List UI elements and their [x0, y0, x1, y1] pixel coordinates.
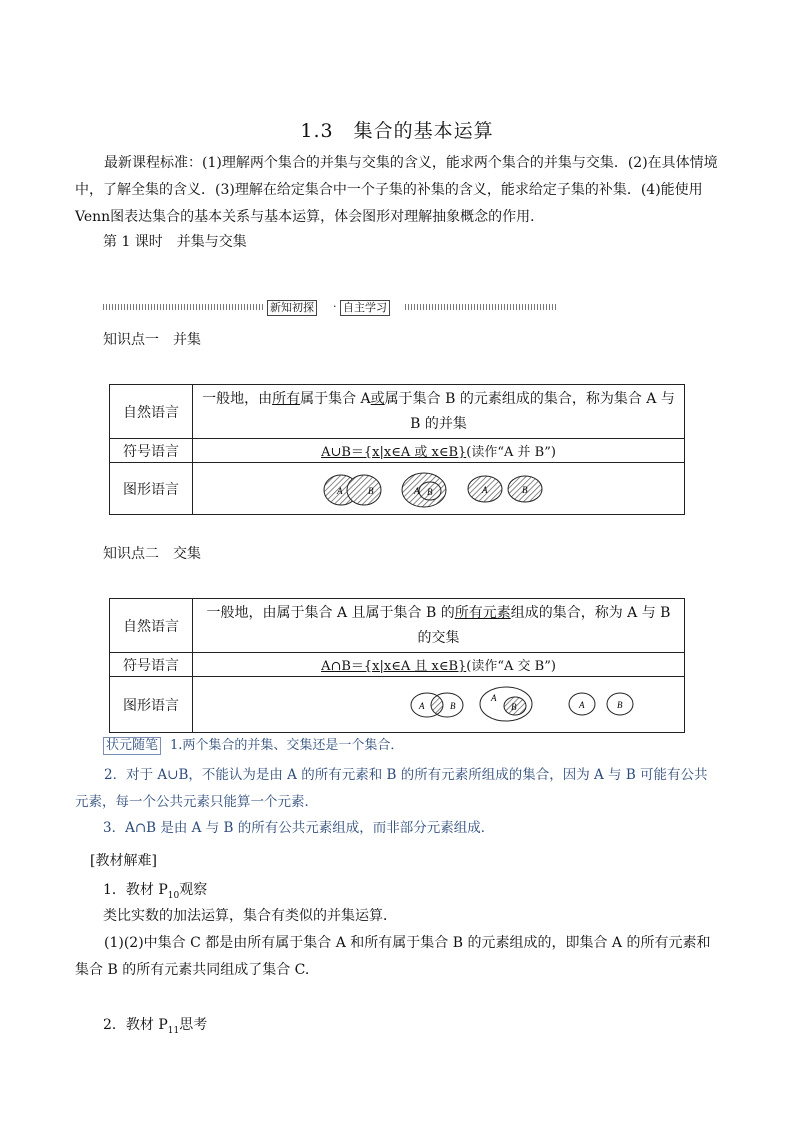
svg-text:B: B	[511, 701, 517, 712]
kp1-heading: 知识点一 并集	[103, 332, 201, 348]
textbook-item-2: 2．教材 $P_{11}$思考	[103, 1017, 208, 1036]
textbook-item-1: 1．教材 $P_{10}$观察	[103, 882, 208, 901]
union-natural-language: 一般地，由所有属于集合 A或属于集合 B 的元素组成的集合，称为集合 A 与 B 的并集	[193, 385, 685, 439]
union-table	[109, 384, 685, 515]
intersection-venn-cell	[193, 677, 685, 733]
svg-text:A: A	[419, 700, 425, 711]
svg-text:A: A	[482, 484, 488, 495]
lesson-title: 第 1 课时 并集与交集	[103, 234, 247, 250]
curriculum-standards: 最新课程标准：(1)理解两个集合的并集与交集的含义，能求两个集合的并集与交集．(2)在具体情境中，了解全集的含义．(3)理解在给定集合中一个子集的补集的含义，能求给定子集的补集．(4)能使用Venn图表达集合的基本关系与基本运算，体会图形对理解抽象概念的作用．	[75, 155, 718, 225]
table-row	[110, 677, 685, 733]
intersection-table	[109, 598, 685, 733]
row-label: 符号语言	[110, 653, 193, 677]
table-row	[110, 385, 685, 439]
note-2: 2．对于 A∪B，不能认为是由 A 的所有元素和 B 的所有元素所组成的集合，因为 A 与 B 可能有公共元素，每一个公共元素只能算一个元素．	[75, 767, 708, 810]
row-label: 自然语言	[110, 599, 193, 653]
intersection-venn-diagrams	[193, 678, 683, 732]
intersection-natural-language: 一般地，由属于集合 A 且属于集合 B 的所有元素组成的集合，称为 A 与 B 的交集	[193, 599, 685, 653]
banner-right-label: 自主学习	[340, 300, 390, 316]
intersection-formula: A∩B＝{x|x∈A 且 x∈B}(读作“A 交 B”)	[193, 653, 685, 677]
banner-left-label: 新知初探	[267, 300, 317, 316]
row-label: 自然语言	[110, 385, 193, 439]
section-banner	[103, 300, 558, 314]
svg-text:B: B	[522, 484, 528, 495]
kp2-heading: 知识点二 交集	[103, 546, 201, 562]
svg-text:A: A	[579, 699, 585, 710]
union-venn-diagrams	[193, 464, 683, 514]
banner-dot: ·	[333, 300, 337, 313]
table-row	[110, 463, 685, 515]
note-1: 1.两个集合的并集、交集还是一个集合．	[170, 738, 404, 753]
page-title: 1.3 集合的基本运算	[300, 120, 494, 142]
table-row	[110, 653, 685, 677]
svg-text:A: A	[491, 692, 497, 703]
note-3: 3．A∩B 是由 A 与 B 的所有公共元素组成，而非部分元素组成．	[103, 820, 495, 836]
union-venn-cell	[193, 463, 685, 515]
svg-text:B: B	[617, 699, 623, 710]
row-label: 图形语言	[110, 677, 193, 733]
textbook-paragraph-2: (1)(2)中集合 C 都是由所有属于集合 A 和所有属于集合 B 的元素组成的，即集合 A 的所有元素和集合 B 的所有元素共同组成了集合 C.	[75, 935, 711, 978]
textbook-heading: [教材解难]	[90, 853, 157, 869]
svg-text:A: A	[414, 485, 420, 496]
svg-text:B: B	[427, 486, 433, 497]
table-row	[110, 439, 685, 463]
textbook-paragraph-1: 类比实数的加法运算，集合有类似的并集运算．	[103, 908, 397, 924]
svg-text:B: B	[450, 700, 456, 711]
union-formula: A∪B＝{x|x∈A 或 x∈B}(读作“A 并 B”)	[193, 439, 685, 463]
row-label: 图形语言	[110, 463, 193, 515]
row-label: 符号语言	[110, 439, 193, 463]
tip-badge: 状元随笔	[103, 737, 161, 755]
svg-text:B: B	[368, 485, 374, 496]
table-row	[110, 599, 685, 653]
svg-text:A: A	[337, 485, 343, 496]
